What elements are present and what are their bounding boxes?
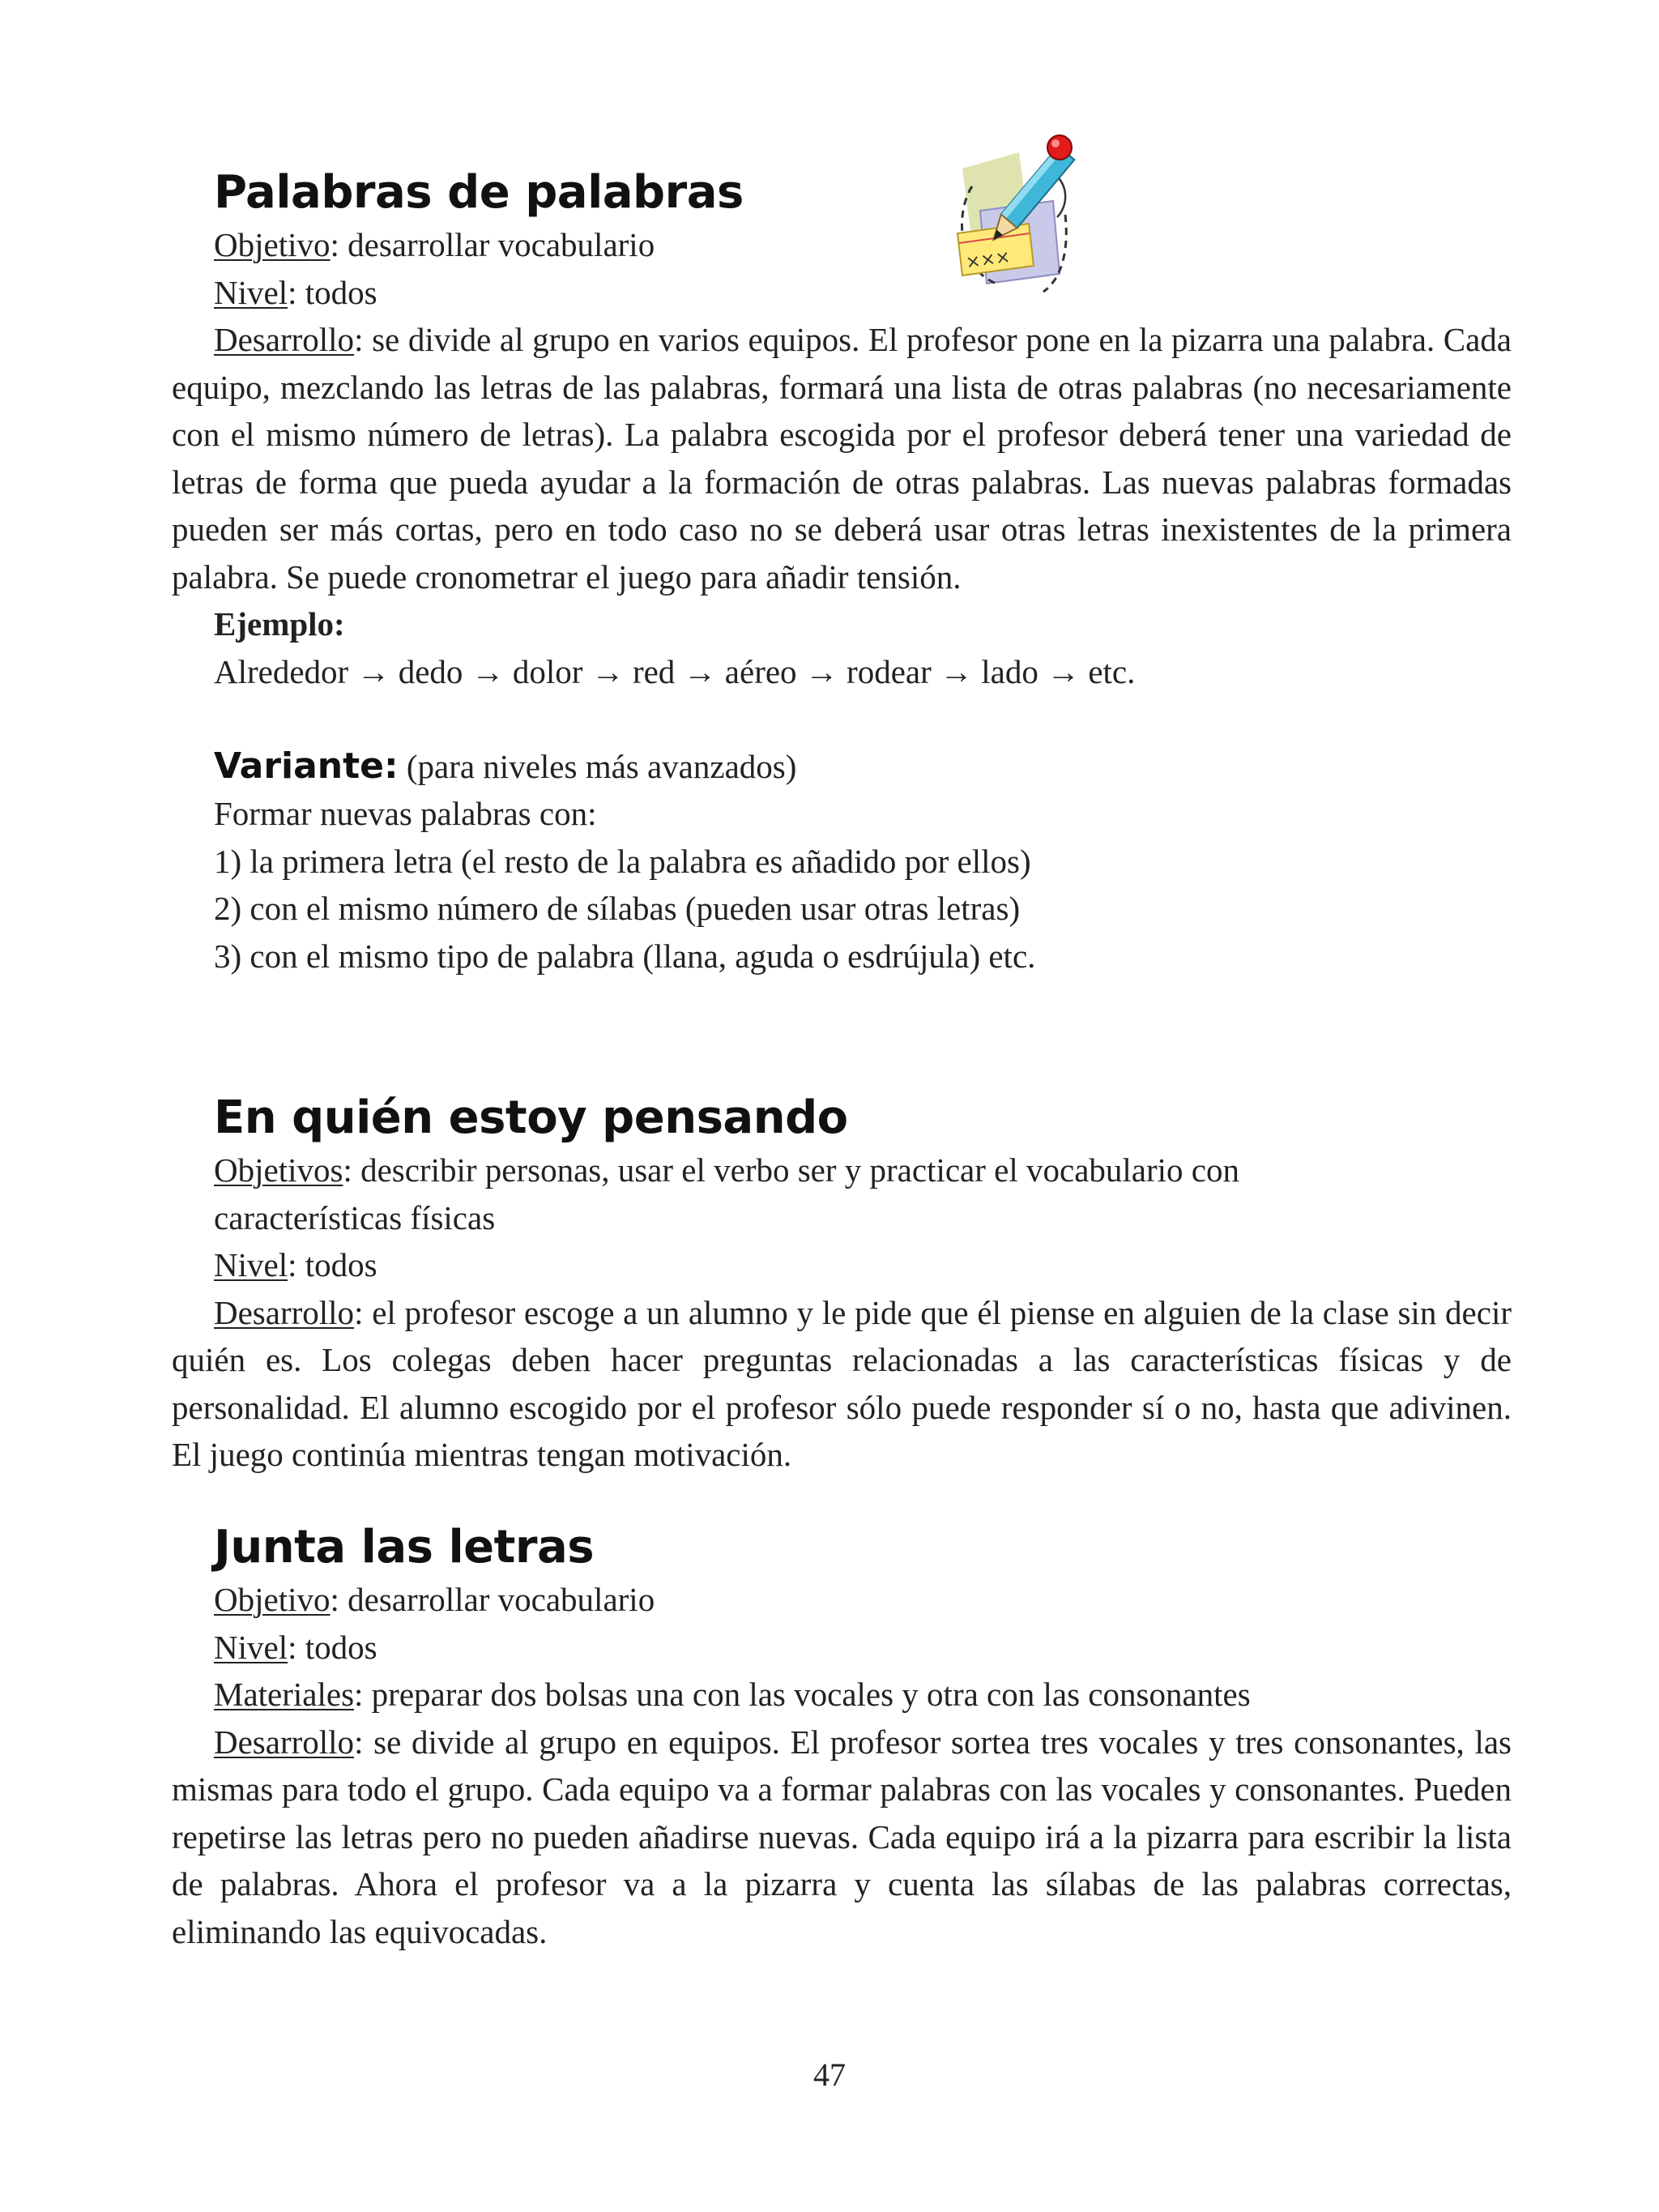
section-en-quien-estoy-pensando (172, 1090, 1512, 1479)
materials-text: : preparar dos bolsas una con las vocales y otra con las consonantes (354, 1676, 1251, 1713)
development-paragraph (172, 316, 1512, 600)
level-line (172, 1241, 1512, 1289)
section-palabras-de-palabras (172, 164, 1512, 980)
objective-text: : desarrollar vocabulario (330, 1581, 655, 1618)
section-junta-las-letras (172, 1519, 1512, 1955)
objective-line (172, 221, 1512, 269)
development-text: : se divide al grupo en equipos. El profesor sortea tres vocales y tres consonantes, las mismas para todo el grupo. Cada equipo va a formar palabras con las vocales y consonantes. Pueden repetirse las letras pero no pueden añadirse nuevas. Cada equipo irá a la pizarra para escribir la lista de palabras. Ahora el profesor va a la pizarra y cuenta las sílabas de las palabras correctas, eliminando las equivocadas. (172, 1723, 1512, 1950)
variant-item: 3) con el mismo tipo de palabra (llana, aguda o esdrújula) etc. (214, 937, 1036, 975)
clipart-mark: ××× (964, 246, 1012, 274)
level-label: Nivel (214, 1246, 288, 1283)
example-text: Alrededor → dedo → dolor → red → aéreo → rodear → lado → etc. (214, 652, 1136, 690)
section-title: Palabras de palabras (214, 166, 744, 219)
objective-text: : describir personas, usar el verbo ser y practicar el vocabulario con (343, 1151, 1239, 1189)
spacer (172, 695, 1512, 743)
variant-label: Variante: (214, 745, 399, 787)
objective-line (172, 1576, 1512, 1624)
level-text: : todos (288, 273, 377, 311)
objective-label: Objetivo (214, 226, 331, 263)
objective-text: : desarrollar vocabulario (330, 226, 655, 263)
materials-label: Materiales (214, 1676, 355, 1713)
materials-line (172, 1671, 1512, 1719)
level-text: : todos (288, 1628, 377, 1666)
level-text: : todos (288, 1246, 377, 1283)
example-label: Ejemplo: (214, 605, 345, 643)
objective-line (172, 1147, 1512, 1194)
development-label: Desarrollo (214, 1293, 355, 1331)
level-label: Nivel (214, 1628, 288, 1666)
objective-label: Objetivo (214, 1581, 331, 1618)
objective-continuation: características físicas (214, 1198, 496, 1236)
pencil-notepad-icon (948, 130, 1085, 304)
level-label: Nivel (214, 273, 288, 311)
development-label: Desarrollo (214, 1723, 355, 1761)
development-text: : se divide al grupo en varios equipos. El profesor pone en la pizarra una palabra. Cada equipo, mezclando las letras de las palabras, formará una lista de otras palabras (no necesariamente con el mismo número de letras). La palabra escogida por el profesor deberá tener una variedad de letras de forma que pueda ayudar a la formación de otras palabras. Las nuevas palabras formadas pueden ser más cortas, pero en todo caso no se deberá usar otras letras inexistentes de la primera palabra. Se puede cronometrar el juego para añadir tensión. (172, 321, 1512, 596)
section-title: Junta las letras (214, 1521, 595, 1574)
variant-item: 2) con el mismo número de sílabas (pueden usar otras letras) (214, 890, 1021, 927)
development-text: : el profesor escoge a un alumno y le pide que él piense en alguien de la clase sin decir quién es. Los colegas deben hacer preguntas relacionadas a las características físicas y de personalidad. El alumno escogido por el profesor sólo puede responder sí o no, hasta que adivinen. El juego continúa mientras tengan motivación. (172, 1293, 1512, 1473)
level-line (172, 269, 1512, 317)
variant-item: 1) la primera letra (el resto de la palabra es añadido por ellos) (214, 842, 1031, 880)
variant-item: Formar nuevas palabras con: (214, 795, 597, 832)
page-number: 47 (813, 2056, 846, 2093)
development-paragraph (172, 1719, 1512, 1956)
variant-note: (para niveles más avanzados) (398, 747, 797, 785)
development-label: Desarrollo (214, 321, 355, 358)
variant-line (172, 743, 1512, 791)
development-paragraph (172, 1289, 1512, 1479)
section-title: En quién estoy pensando (214, 1091, 848, 1144)
objective-label: Objetivos (214, 1151, 343, 1189)
level-line (172, 1624, 1512, 1672)
